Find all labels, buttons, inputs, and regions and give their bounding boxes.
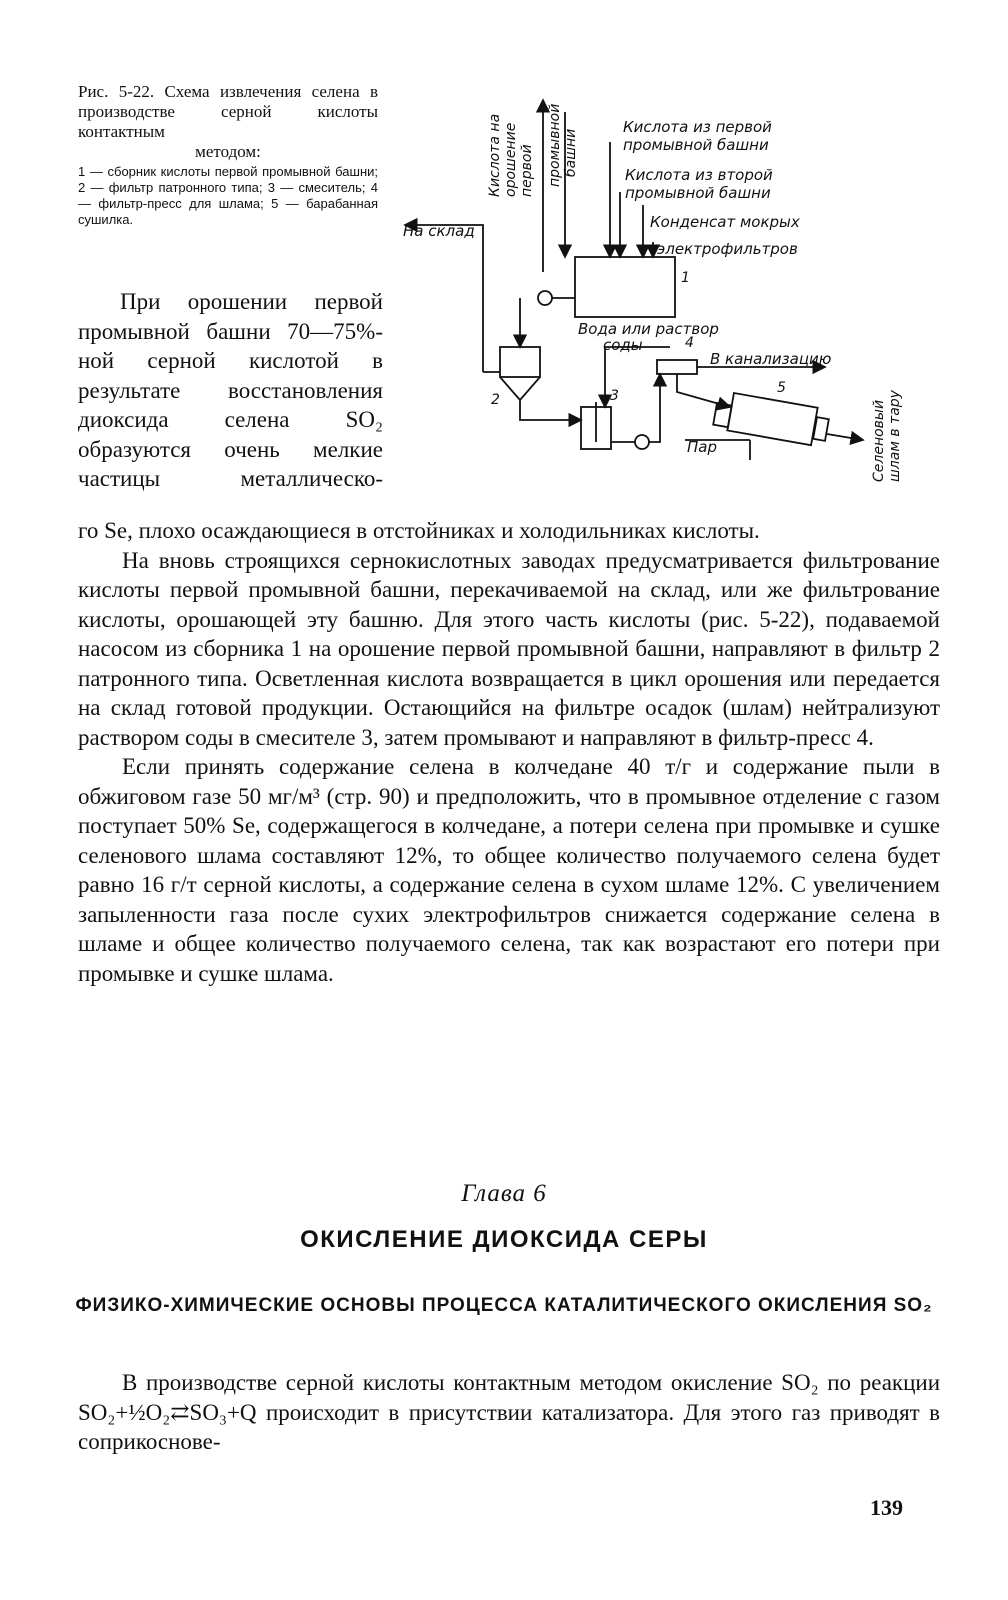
figure-caption-title-end: методом: xyxy=(195,142,261,161)
chapter-title: ОКИСЛЕНИЕ ДИОКСИДА СЕРЫ xyxy=(300,1226,708,1253)
paragraph-continuation: го Se, плохо осаждающиеся в отстойниках и холодильниках кислоты. xyxy=(78,518,760,543)
label-vert-selenium-2: шлам в тару xyxy=(887,390,903,482)
body-text-1 xyxy=(78,516,940,988)
press-to-dryer-line xyxy=(677,374,730,407)
label-to-warehouse: На склад xyxy=(403,222,475,240)
label-n5: 5 xyxy=(777,380,786,396)
label-steam: Пар xyxy=(687,438,717,456)
label-acid-second-top: Кислота из второй xyxy=(625,166,773,184)
paragraph-narrow-text: При орошении первой промывной башни 70—75%-ной серной кислотой в результате восстановления диоксида селена SO₂ образуются очень мелкие частицы металлическо- xyxy=(78,289,383,491)
figure-caption-title xyxy=(78,82,378,162)
cartridge-filter-2 xyxy=(500,347,540,377)
label-vert-acid-3: первой xyxy=(519,144,535,197)
chapter-label: Глава 6 xyxy=(461,1180,547,1207)
collector-tank-1 xyxy=(575,257,675,317)
label-n2: 2 xyxy=(491,392,500,408)
paragraph-3: Если принять содержание селена в колчедане 40 т/г и содержание пыли в обжиговом газе 50 мг/м³ (стр. 90) и предположить, что в промывное отделение с газом поступает 50% Se, содержащегося в колчедане, а потери селена при промывке и сушке селенового шлама составляют 12%, то общее количество получаемого селена будет равно 16 г/т серной кислоты, а содержание селена в сухом шламе 12%. С увеличением запыленности газа после сухих электрофильтров снижается содержание селена в шламе и общее количество получаемого селена, так как возрастают его потери при промывке и сушке шлама. xyxy=(78,754,940,986)
label-n1: 1 xyxy=(681,270,690,286)
process-flow-diagram xyxy=(395,82,940,502)
label-n3: 3 xyxy=(610,388,619,404)
figure-caption xyxy=(78,82,378,228)
label-vert-tower-1: промывной xyxy=(547,103,563,187)
section-title: ФИЗИКО-ХИМИЧЕСКИЕ ОСНОВЫ ПРОЦЕССА КАТАЛИТИЧЕСКОГО ОКИСЛЕНИЯ SO₂ xyxy=(75,1295,933,1316)
figure-caption-title-text: Рис. 5-22. Схема извлечения селена в производстве серной кислоты контактным xyxy=(78,82,378,141)
body-text-2 xyxy=(78,1368,940,1457)
label-water-top: Вода или раствор xyxy=(578,320,719,338)
to-press-line xyxy=(649,374,660,442)
label-acid-first-top: Кислота из первой xyxy=(623,118,772,136)
label-acid-first-bottom: промывной башни xyxy=(623,136,769,154)
label-vert-selenium-1: Селеновый xyxy=(871,399,887,482)
label-n4: 4 xyxy=(685,335,694,351)
page-number: 139 xyxy=(870,1495,903,1520)
label-vert-acid-1: Кислота на xyxy=(487,113,503,197)
dryer-outlet xyxy=(813,417,829,441)
paragraph-2: На вновь строящихся сернокислотных заводах предусматривается фильтрование кислоты первой промывной башни, перекачиваемой на склад, или же фильтрование кислоты, орошающей эту башню. Для этого часть кислоты (рис. 5-22), подаваемой насосом из сборника 1 на орошение первой промывной башни, направляют в фильтр 2 патронного типа. Осветленная кислота возвращается в цикл орошения или передается на склад готовой продукции. Остающийся на фильтре осадок (шлам) нейтрализуют раствором соды в смесителе 3, затем промывают и направляют в фильтр-пресс 4. xyxy=(78,547,940,750)
filter-cone xyxy=(500,377,540,400)
paragraph-4: В производстве серной кислоты контактным методом окисление SO₂ по реакции SO₂+½O₂⇄SO₃+Q происходит в присутствии катализатора. Для этого газ приводят в соприкоснове- xyxy=(78,1370,940,1454)
label-vert-acid-2: орошение xyxy=(503,122,519,197)
label-condensate-bottom: электрофильтров xyxy=(657,240,798,258)
selenium-out-line xyxy=(827,434,863,440)
filter-to-mixer-line xyxy=(520,400,581,420)
label-water-bottom: соды xyxy=(603,336,643,354)
pump-icon xyxy=(538,291,552,305)
figure-caption-legend: 1 — сборник кислоты первой промывной башни; 2 — фильтр патронного типа; 3 — смеситель; 4 — фильтр-пресс для шлама; 5 — барабанная сушилка. xyxy=(78,164,378,227)
pump-2-icon xyxy=(635,435,649,449)
label-vert-tower-2: башни xyxy=(563,128,579,177)
label-acid-second-bottom: промывной башни xyxy=(625,184,771,202)
to-warehouse-line xyxy=(405,225,483,372)
filter-press-4 xyxy=(657,360,697,374)
paragraph-narrow xyxy=(78,287,383,494)
label-to-sewer: В канализацию xyxy=(710,350,832,368)
label-condensate-top: Конденсат мокрых xyxy=(650,213,800,231)
drum-dryer-5 xyxy=(727,393,817,445)
